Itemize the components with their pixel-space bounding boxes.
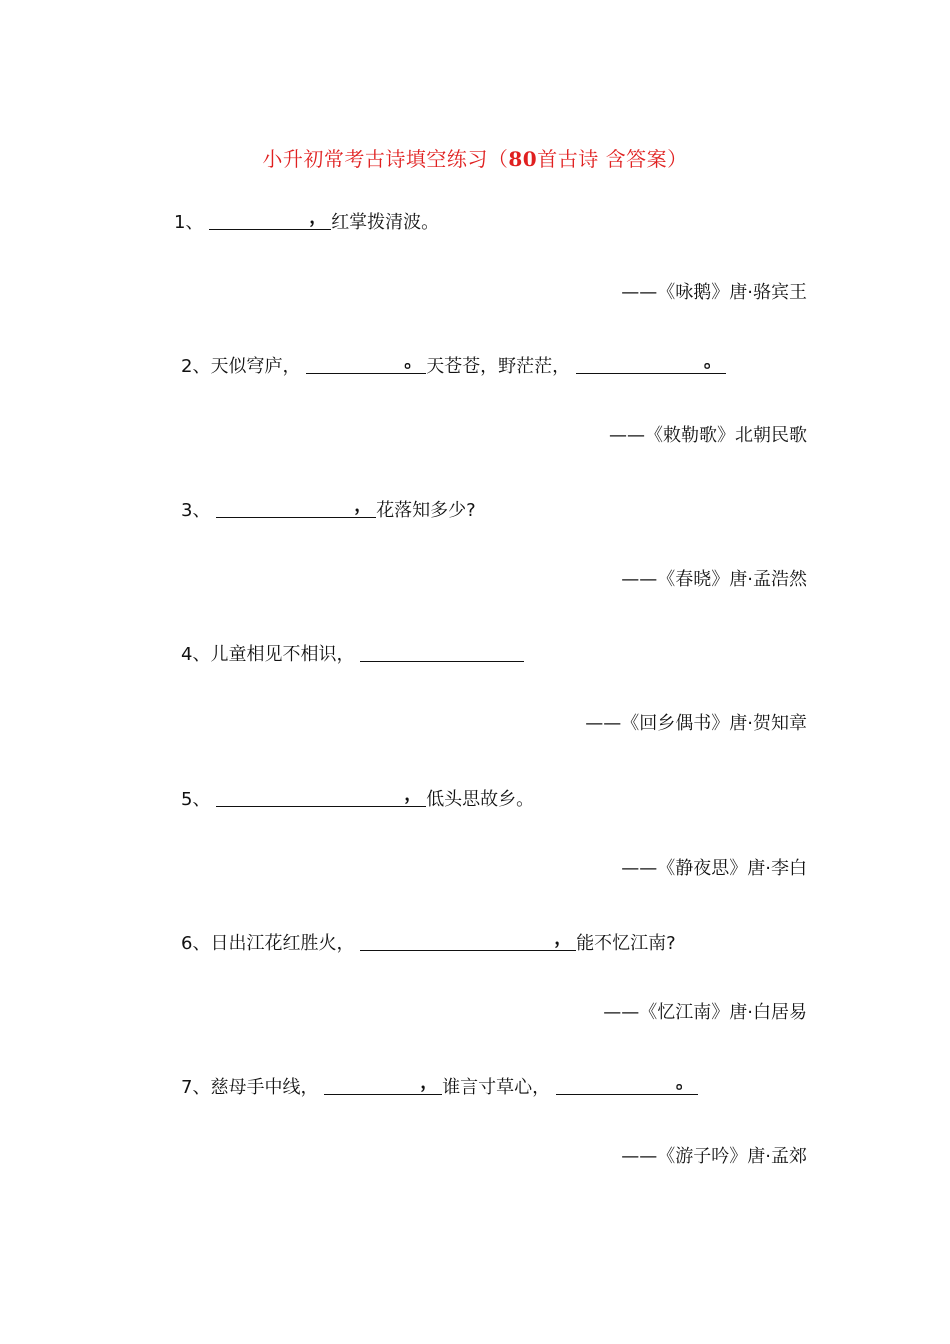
question-1-source: ——《咏鹅》唐·骆宾王 [621,282,807,303]
question-number: 4、 [181,644,211,665]
question-text: 花落知多少? [376,500,476,521]
blank-punctuation: 。 [675,1072,694,1093]
title-number: 80 [508,147,538,171]
question-text: 低头思故乡。 [426,789,535,810]
question-number: 3、 [181,500,211,521]
question-number: 7、 [181,1077,211,1098]
question-3 [181,495,476,524]
question-text: 慈母手中线， [210,1077,319,1098]
question-6-source: ——《忆江南》唐·白居易 [603,1002,807,1023]
question-text: 能不忆江南? [576,933,676,954]
question-text: 天苍苍，野茫茫， [426,356,571,377]
question-text: 天似穹庐， [210,356,301,377]
question-2 [181,351,726,380]
question-4 [181,639,524,668]
title-text-start: 小升初常考古诗填空练习（ [262,147,509,171]
question-number: 2、 [181,356,211,377]
question-text: 儿童相见不相识， [210,644,355,665]
answer-blank[interactable] [556,1074,698,1095]
question-text: 谁言寸草心， [442,1077,551,1098]
question-4-source: ——《回乡偶书》唐·贺知章 [585,713,807,734]
question-7 [181,1072,698,1101]
answer-blank[interactable] [216,786,426,807]
question-5 [181,784,534,813]
blank-punctuation: ， [420,1072,439,1093]
page-title [0,143,950,172]
question-text: 红掌拨清波。 [331,212,440,233]
question-1 [174,207,439,236]
question-5-source: ——《静夜思》唐·李白 [621,858,807,879]
answer-blank[interactable] [576,353,726,374]
question-3-source: ——《春晓》唐·孟浩然 [621,569,807,590]
answer-blank[interactable] [360,930,576,951]
blank-punctuation: ， [354,495,373,516]
blank-punctuation: 。 [404,351,423,372]
blank-punctuation: 。 [703,351,722,372]
question-number: 5、 [181,789,211,810]
answer-blank[interactable] [324,1074,442,1095]
title-text-end: 首古诗 含答案） [537,147,688,171]
question-number: 6、 [181,933,211,954]
blank-punctuation: ， [404,784,423,805]
question-number: 1、 [174,212,204,233]
answer-blank[interactable] [306,353,426,374]
question-6 [181,928,676,957]
answer-blank[interactable] [360,641,524,662]
blank-punctuation: ， [309,207,328,228]
question-text: 日出江花红胜火， [210,933,355,954]
question-7-source: ——《游子吟》唐·孟郊 [621,1146,807,1167]
answer-blank[interactable] [216,497,376,518]
blank-punctuation: ， [554,928,573,949]
answer-blank[interactable] [209,209,331,230]
question-2-source: ——《敕勒歌》北朝民歌 [609,425,807,446]
